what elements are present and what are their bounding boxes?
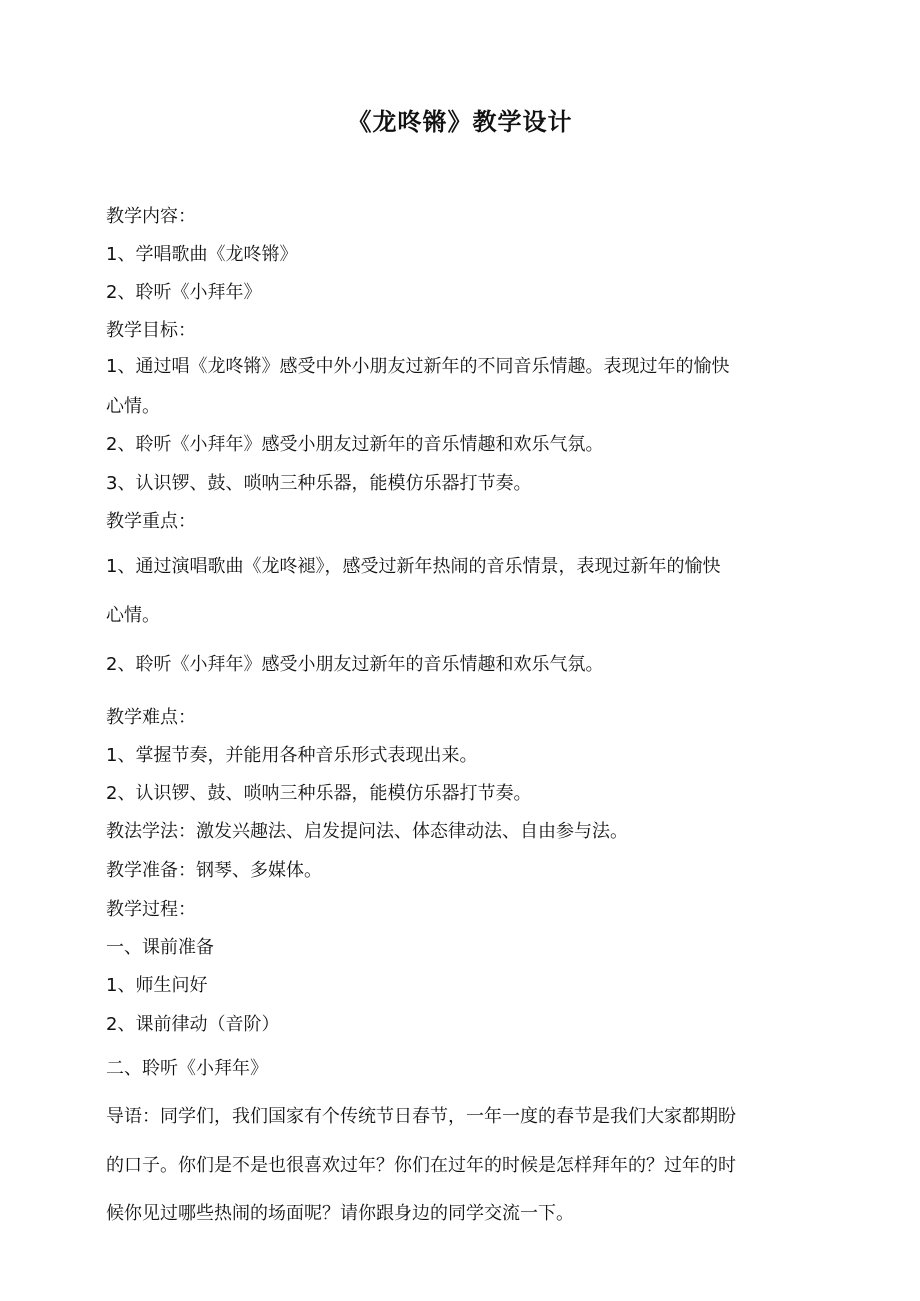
text-line: 教学目标： [106, 320, 196, 341]
text-line: 1、掌握节奏，并能用各种音乐形式表现出来。 [106, 745, 478, 766]
text-line: 心情。 [106, 396, 160, 417]
text-line: 1、师生问好 [106, 975, 208, 996]
text-line: 导语：同学们，我们国家有个传统节日春节，一年一度的春节是我们大家都期盼 [106, 1106, 736, 1127]
text-line: 2、课前律动（音阶） [106, 1014, 280, 1035]
text-line: 2、聆听《小拜年》感受小朋友过新年的音乐情趣和欢乐气氛。 [106, 434, 604, 455]
text-line: 候你见过哪些热闹的场面呢？请你跟身边的同学交流一下。 [106, 1203, 574, 1224]
text-line: 1、通过唱《龙咚锵》感受中外小朋友过新年的不同音乐情趣。表现过年的愉快 [106, 356, 730, 377]
text-line: 教学过程： [106, 899, 196, 920]
text-line: 1、通过演唱歌曲《龙咚褪》，感受过新年热闹的音乐情景，表现过新年的愉快 [106, 556, 721, 577]
text-line: 1、学唱歌曲《龙咚锵》 [106, 244, 298, 265]
text-line: 教法学法：激发兴趣法、启发提问法、体态律动法、自由参与法。 [106, 821, 628, 842]
text-line: 心情。 [106, 605, 160, 626]
text-line: 2、聆听《小拜年》 [106, 282, 262, 303]
text-line: 的口子。你们是不是也很喜欢过年？你们在过年的时候是怎样拜年的？过年的时 [106, 1155, 736, 1176]
text-line: 教学内容： [106, 206, 196, 227]
text-line: 2、聆听《小拜年》感受小朋友过新年的音乐情趣和欢乐气氛。 [106, 654, 604, 675]
document-title: 《龙咚锵》教学设计 [347, 108, 573, 136]
text-line: 二、聆听《小拜年》 [106, 1058, 268, 1079]
text-line: 2、认识锣、鼓、唢呐三种乐器，能模仿乐器打节奏。 [106, 783, 532, 804]
text-line: 教学准备：钢琴、多媒体。 [106, 860, 322, 881]
text-line: 一、课前准备 [106, 937, 214, 958]
text-line: 教学难点： [106, 707, 196, 728]
text-line: 教学重点： [106, 511, 196, 532]
text-line: 3、认识锣、鼓、唢呐三种乐器，能模仿乐器打节奏。 [106, 473, 532, 494]
